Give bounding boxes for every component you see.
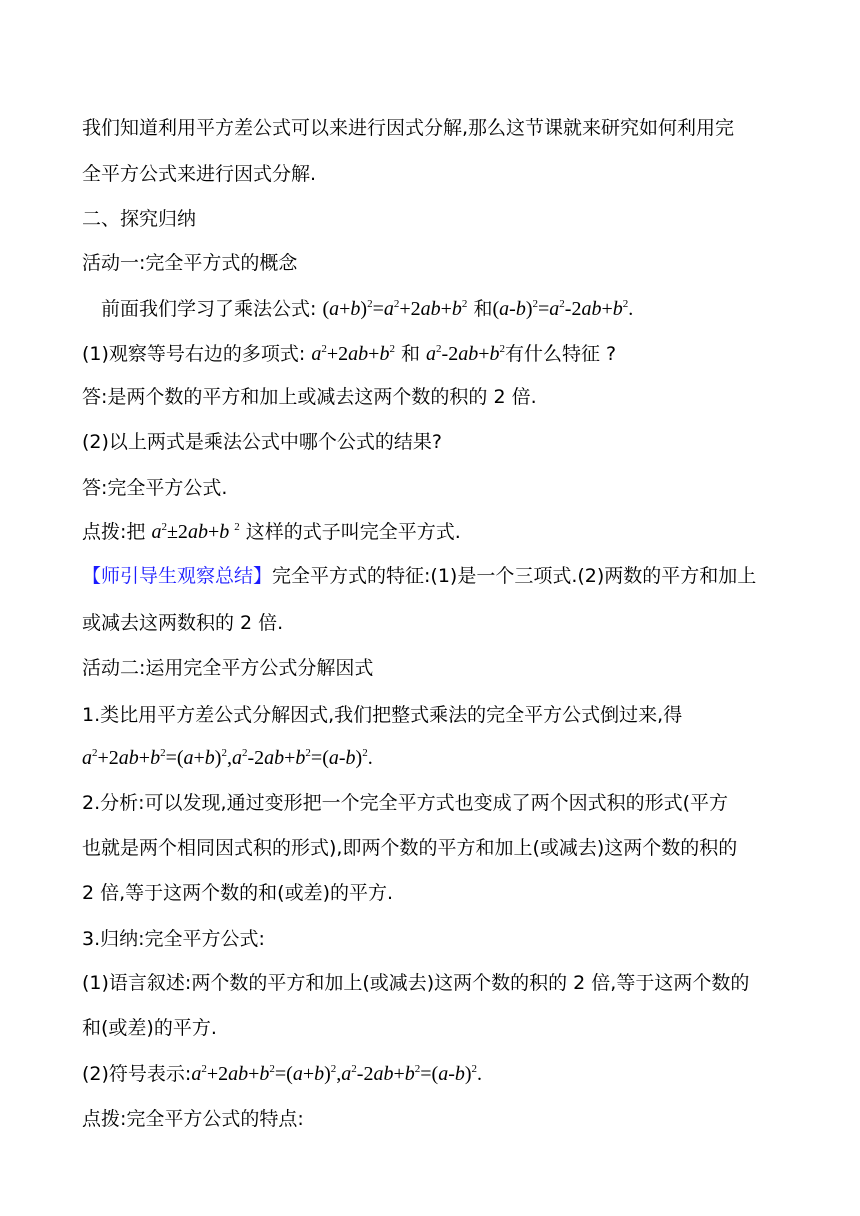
tip-2: 点拨:完全平方公式的特点: bbox=[82, 1108, 304, 1130]
paragraph-1: 1.类比用平方差公式分解因式,我们把整式乘法的完全平方公式倒过来,得 bbox=[82, 704, 683, 726]
tip-1-prefix: 点拨:把 bbox=[82, 521, 146, 543]
summary-line-1 bbox=[82, 563, 782, 589]
symbol-formulas: $a^2+2ab+b^2=(a+b)^2,a^2-2ab+b^2=(a-b)^2$. bbox=[191, 1063, 483, 1085]
section-heading: 二、探究归纳 bbox=[82, 208, 197, 230]
review-and: 和 bbox=[473, 298, 493, 320]
question-1 bbox=[82, 341, 782, 367]
answer-1: 答:是两个数的平方和加上或减去这两个数的积的 2 倍. bbox=[82, 386, 537, 408]
answer-2: 答:完全平方公式. bbox=[82, 477, 228, 499]
question-1-and: 和 bbox=[400, 343, 420, 365]
factor-formulas: $a^2+2ab+b^2=(a+b)^2,a^2-2ab+b^2=(a-b)^2$. bbox=[82, 747, 373, 769]
symbol-label: (2)符号表示: bbox=[82, 1063, 192, 1085]
polynomial-1: $a^2+2ab+b^2$ bbox=[311, 343, 395, 365]
question-1-suffix: 有什么特征 ? bbox=[505, 343, 617, 365]
question-1-prefix: (1)观察等号右边的多项式: bbox=[82, 343, 306, 365]
formula-sum-square: $(a+b)^2=a^2+2ab+b^2$ bbox=[322, 298, 468, 320]
review-formula-line bbox=[101, 296, 801, 322]
paragraph-2-line-3: 2 倍,等于这两个数的和(或差)的平方. bbox=[82, 882, 394, 904]
perfect-square-expression: $a^2\pm 2ab+b$ $^2$ bbox=[151, 521, 240, 543]
activity-1-title: 活动一:完全平方式的概念 bbox=[82, 252, 298, 274]
question-2: (2)以上两式是乘法公式中哪个公式的结果? bbox=[82, 431, 442, 453]
intro-line-1: 我们知道利用平方差公式可以来进行因式分解,那么这节课就来研究如何利用完 bbox=[82, 117, 735, 139]
factor-formula-line bbox=[82, 745, 782, 771]
paragraph-2-line-1: 2.分析:可以发现,通过变形把一个完全平方式也变成了两个因式积的形式(平方 bbox=[82, 792, 728, 814]
paragraph-3: 3.归纳:完全平方公式: bbox=[82, 928, 265, 950]
review-text: 前面我们学习了乘法公式: bbox=[101, 298, 317, 320]
summary-line-2: 或减去这两数积的 2 倍. bbox=[82, 612, 284, 634]
tip-1 bbox=[82, 519, 782, 545]
formula-diff-square: $(a-b)^2=a^2-2ab+b^2$. bbox=[492, 298, 634, 320]
tip-1-suffix: 这样的式子叫完全平方式. bbox=[245, 521, 461, 543]
summary-text: 完全平方式的特征:(1)是一个三项式.(2)两数的平方和加上 bbox=[272, 565, 757, 587]
polynomial-2: $a^2-2ab+b^2$ bbox=[426, 343, 505, 365]
summary-tag: 【师引导生观察总结】 bbox=[82, 565, 273, 587]
paragraph-3-1-line-1: (1)语言叙述:两个数的平方和加上(或减去)这两个数的积的 2 倍,等于这两个数的 bbox=[82, 972, 750, 994]
paragraph-3-2 bbox=[82, 1061, 782, 1087]
activity-2-title: 活动二:运用完全平方公式分解因式 bbox=[82, 657, 374, 679]
paragraph-2-line-2: 也就是两个相同因式积的形式),即两个数的平方和加上(或减去)这两个数的积的 bbox=[82, 837, 738, 859]
intro-line-2: 全平方公式来进行因式分解. bbox=[82, 163, 317, 185]
paragraph-3-1-line-2: 和(或差)的平方. bbox=[82, 1017, 217, 1039]
